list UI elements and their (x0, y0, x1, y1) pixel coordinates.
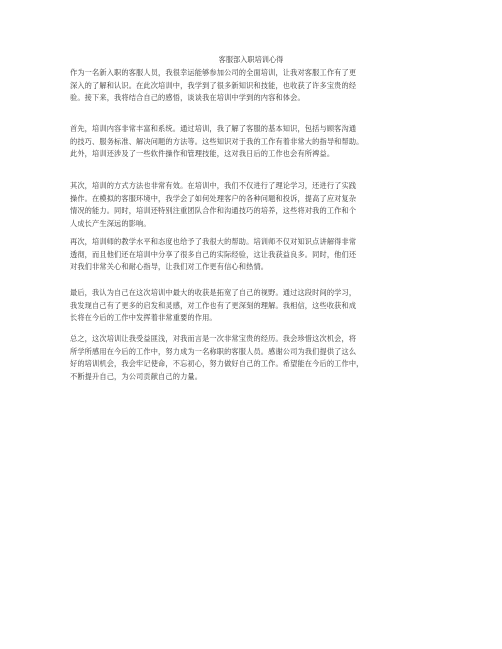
paragraph-summary (70, 333, 442, 383)
paragraph-line: 好的培训机会，我会牢记使命，不忘初心，努力做好自己的工作。希望能在今后的工作中， (70, 359, 364, 369)
paragraph-line: 总之，这次培训让我受益匪浅，对我而言是一次非常宝贵的经历。我会珍惜这次机会，将 (70, 334, 357, 343)
paragraph-line: 透彻，而且他们还在培训中分享了很多自己的实际经验，这让我获益良多。同时，他们还 (70, 249, 357, 259)
document-title: 客服部入职培训心得 (218, 55, 284, 64)
paragraph-line: 最后，我认为自己在这次培训中最大的收获是拓宽了自己的视野。通过这段时间的学习， (70, 288, 357, 297)
paragraph-content (70, 123, 442, 161)
paragraph-line: 深入的了解和认识。在此次培训中，我学到了很多新知识和技能，也收获了许多宝贵的经 (70, 80, 357, 90)
paragraph-gains (70, 287, 442, 325)
paragraph-line: 验。接下来，我将结合自己的感悟，谈谈我在培训中学到的内容和体会。 (70, 93, 305, 103)
paragraph-line: 此外，培训还涉及了一些软件操作和管理技能，这对我日后的工作也会有所裨益。 (70, 149, 335, 159)
paragraph-intro (70, 67, 442, 105)
paragraph-line: 人成长产生深远的影响。 (70, 218, 151, 228)
paragraph-line: 其次，培训的方式方法也非常有效。在培训中，我们不仅进行了理论学习，还进行了实践 (70, 181, 357, 190)
paragraph-line: 作为一名新入职的客服人员，我很幸运能够参加公司的全面培训，让我对客服工作有了更 (70, 68, 357, 77)
paragraph-trainers (70, 236, 442, 274)
paragraph-line: 情况的能力。同时，培训还特别注重团队合作和沟通技巧的培养，这些将对我的工作和个 (70, 206, 357, 216)
paragraph-line: 对我们非常关心和耐心指导，让我们对工作更有信心和热情。 (70, 262, 269, 272)
paragraph-line: 我发现自己有了更多的启发和灵感，对工作也有了更深刻的理解。我相信，这些收获和成 (70, 300, 357, 310)
paragraph-methods (70, 180, 442, 230)
paragraph-line: 的技巧、服务标准、解决问题的方法等。这些知识对于我的工作有着非常大的指导和帮助。 (70, 136, 364, 146)
paragraph-line: 首先，培训内容非常丰富和系统。通过培训，我了解了客服的基本知识，包括与顾客沟通 (70, 124, 357, 133)
paragraph-line: 不断提升自己，为公司贡献自己的力量。 (70, 371, 203, 381)
paragraph-line: 长将在今后的工作中发挥着非常重要的作用。 (70, 313, 217, 323)
paragraph-line: 所学所感用在今后的工作中，努力成为一名称职的客服人员。感谢公司为我们提供了这么 (70, 346, 357, 356)
paragraph-line: 操作。在模拟的客服环境中，我学会了如何处理客户的各种问题和投诉，提高了应对复杂 (70, 193, 357, 203)
paragraph-line: 再次，培训师的教学水平和态度也给予了我很大的帮助。培训师不仅对知识点讲解得非常 (70, 237, 357, 246)
